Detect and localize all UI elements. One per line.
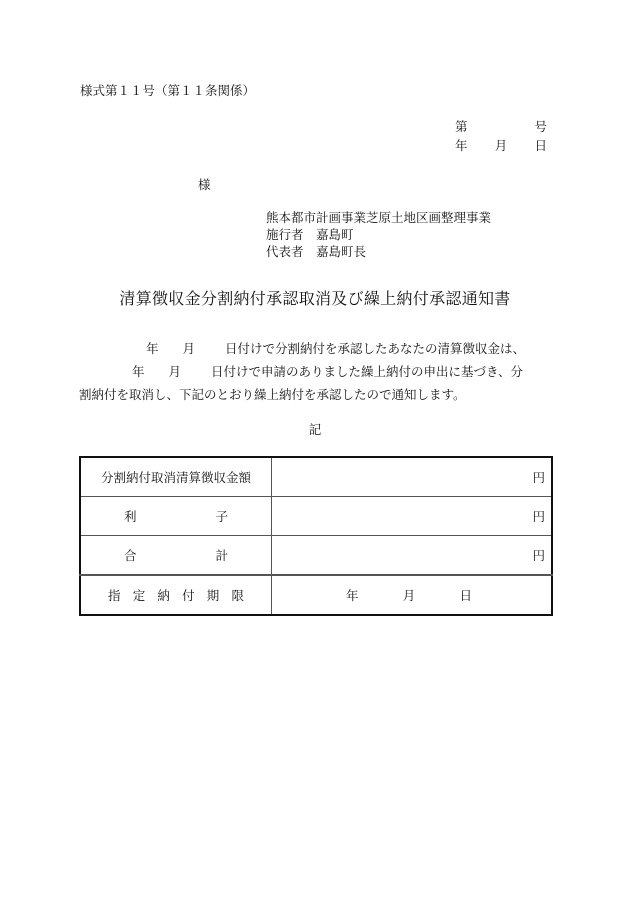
date-year-label: 年 bbox=[455, 138, 468, 153]
issuer-project: 熊本都市計画事業芝原土地区画整理事業 bbox=[266, 210, 492, 225]
ki-heading: 記 bbox=[308, 422, 322, 437]
issuer-block bbox=[266, 209, 491, 260]
body-line-3: 割納付を取消し、下記のとおり繰上納付を承認したので通知します。 bbox=[79, 387, 466, 402]
document-date bbox=[455, 136, 547, 154]
row-value-total: 円 bbox=[272, 536, 553, 576]
issuer-representative: 代表者 嘉島町長 bbox=[266, 244, 367, 259]
date-month-label: 月 bbox=[494, 138, 508, 153]
issuer-executor: 施行者 嘉島町 bbox=[266, 227, 354, 242]
amount-table bbox=[79, 456, 553, 616]
date-day-label: 日 bbox=[534, 138, 547, 153]
table-row bbox=[80, 457, 552, 497]
document-title: 清算徴収金分割納付承認取消及び繰上納付承認通知書 bbox=[119, 289, 511, 308]
body-paragraph bbox=[79, 337, 550, 406]
document-number bbox=[455, 117, 547, 135]
table-row bbox=[80, 575, 552, 615]
row-value-installment-amount: 円 bbox=[272, 457, 553, 497]
row-value-deadline: 年 月 日 bbox=[272, 575, 553, 615]
row-label-deadline: 指 定 納 付 期 限 bbox=[80, 575, 272, 615]
table-row bbox=[80, 497, 552, 536]
gou-label: 号 bbox=[534, 119, 547, 134]
body-line-2: 年 月 日付けで申請のありました繰上納付の申出に基づき、分 bbox=[132, 364, 524, 379]
row-label-installment-amount: 分割納付取消清算徴収金額 bbox=[80, 457, 272, 497]
row-label-interest: 利 子 bbox=[80, 497, 272, 536]
form-number: 様式第１１号（第１１条関係） bbox=[80, 83, 256, 98]
row-value-interest: 円 bbox=[272, 497, 553, 536]
addressee-honorific: 様 bbox=[198, 177, 211, 192]
dai-label: 第 bbox=[455, 119, 468, 134]
row-label-total: 合 計 bbox=[80, 536, 272, 576]
table-row bbox=[80, 536, 552, 576]
body-line-1: 年 月 日付けで分割納付を承認したあなたの清算徴収金は、 bbox=[146, 341, 526, 356]
